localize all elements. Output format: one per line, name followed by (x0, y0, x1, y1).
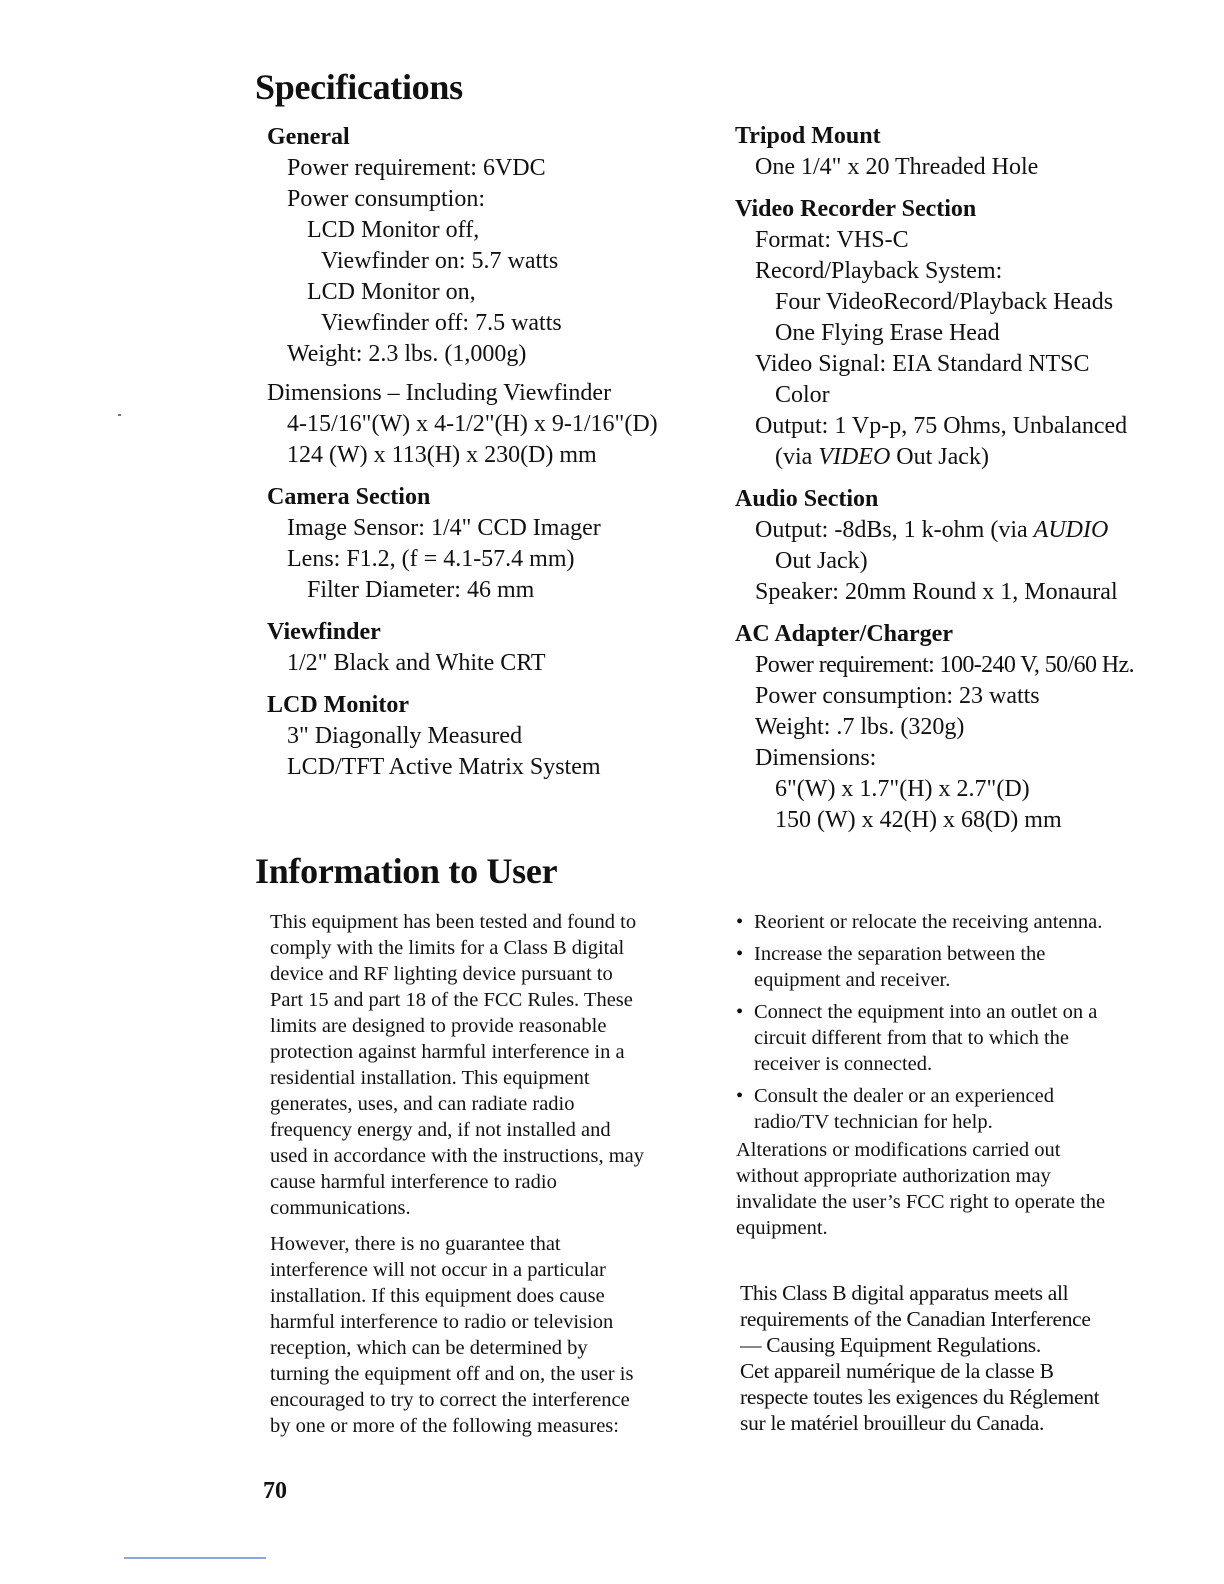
bullet-dot: • (736, 1001, 744, 1023)
scan-mark (118, 414, 121, 416)
info-left-column (270, 909, 710, 1439)
footer-rule (124, 1557, 266, 1559)
general-weight: Weight: 2.3 lbs. (1,000g) (287, 341, 527, 367)
bullet-line: radio/TV technician for help. (754, 1111, 993, 1133)
adapter-power-requirement: Power requirement: 100-240 V, 50/60 Hz. (755, 652, 1134, 678)
video-output: Output: 1 Vp-p, 75 Ohms, Unbalanced (755, 413, 1128, 439)
video-color: Color (775, 382, 830, 408)
viewfinder-crt: 1/2" Black and White CRT (287, 650, 546, 676)
info-p2-line: encouraged to try to correct the interference (270, 1389, 630, 1411)
info-p1-line: communications. (270, 1197, 411, 1219)
camera-sensor: Image Sensor: 1/4" CCD Imager (287, 515, 601, 541)
canada-fr-line: sur le matériel brouilleur du Canada. (740, 1411, 1045, 1435)
tripod-hole: One 1/4" x 20 Threaded Hole (755, 154, 1039, 180)
audio-heading: Audio Section (735, 486, 879, 512)
audio-output (735, 515, 1134, 546)
general-lcd-off: LCD Monitor off, (307, 217, 480, 243)
viewfinder-heading: Viewfinder (267, 619, 381, 645)
info-paragraph-1 (270, 909, 710, 1221)
info-p1-line: Part 15 and part 18 of the FCC Rules. These (270, 989, 633, 1011)
info-p2-line: reception, which can be determined by (270, 1337, 588, 1359)
bullet-line: circuit different from that to which the (754, 1027, 1069, 1049)
adapter-power-consumption: Power consumption: 23 watts (755, 683, 1040, 709)
info-p1-line: comply with the limits for a Class B digital (270, 937, 625, 959)
info-paragraph-2 (270, 1231, 710, 1439)
alterations-line: without appropriate authorization may (736, 1165, 1051, 1187)
bullet-line: receiver is connected. (754, 1053, 933, 1075)
specifications-title: Specifications (255, 67, 463, 107)
info-p1-line: protection against harmful interference in a (270, 1041, 625, 1063)
info-p1-line: generates, uses, and can radiate radio (270, 1093, 575, 1115)
canada-en-line: requirements of the Canadian Interference (740, 1307, 1091, 1331)
info-p1-line: frequency energy and, if not installed and (270, 1119, 611, 1141)
bullet-dot: • (736, 943, 744, 965)
info-p2-line: harmful interference to radio or television (270, 1311, 614, 1333)
info-p1-line: device and RF lighting device pursuant to (270, 963, 613, 985)
page-number: 70 (263, 1478, 287, 1504)
alterations-line: equipment. (736, 1217, 828, 1239)
info-right-column (736, 909, 1176, 1241)
info-p1-line: cause harmful interference to radio (270, 1171, 557, 1193)
canada-en-line: — Causing Equipment Regulations. (740, 1333, 1041, 1357)
tripod-heading: Tripod Mount (735, 123, 881, 149)
measure-bullet (736, 909, 1176, 935)
video-system: Record/Playback System: (755, 258, 1003, 284)
adapter-weight: Weight: .7 lbs. (320g) (755, 714, 965, 740)
general-power-consumption: Power consumption: (287, 186, 485, 212)
adapter-dimensions: Dimensions: (755, 745, 877, 771)
adapter-dimensions-inches: 6"(W) x 1.7"(H) x 2.7"(D) (775, 776, 1030, 802)
info-p1-line: used in accordance with the instructions, may (270, 1145, 645, 1167)
measure-bullet (736, 999, 1176, 1077)
video-output-jack (735, 442, 1134, 473)
adapter-heading: AC Adapter/Charger (735, 621, 953, 647)
alterations-paragraph (736, 1137, 1176, 1241)
bullet-line: equipment and receiver. (754, 969, 951, 991)
info-p1-line: limits are designed to provide reasonable (270, 1015, 607, 1037)
alterations-line: invalidate the user’s FCC right to operate the (736, 1191, 1106, 1213)
lcd-monitor-heading: LCD Monitor (267, 692, 409, 718)
info-p2-line: However, there is no guarantee that (270, 1233, 561, 1255)
audio-speaker: Speaker: 20mm Round x 1, Monaural (755, 579, 1118, 605)
video-heading: Video Recorder Section (735, 196, 977, 222)
bullet-dot: • (736, 911, 744, 933)
general-power-requirement: Power requirement: 6VDC (287, 155, 546, 181)
bullet-line: Consult the dealer or an experienced (754, 1085, 1054, 1107)
canada-notice (740, 1280, 1180, 1436)
bullet-line: Reorient or relocate the receiving antenna. (754, 911, 1103, 933)
general-heading: General (267, 124, 350, 150)
bullet-dot: • (736, 1085, 744, 1107)
video-via-em: VIDEO (818, 444, 891, 470)
dimensions-inches: 4-15/16"(W) x 4-1/2"(H) x 9-1/16"(D) (287, 411, 658, 437)
bullet-line: Increase the separation between the (754, 943, 1046, 965)
lcd-monitor-size: 3" Diagonally Measured (287, 723, 523, 749)
video-format: Format: VHS-C (755, 227, 909, 253)
video-via-pre: (via (775, 444, 819, 470)
info-p1-line: This equipment has been tested and found to (270, 911, 637, 933)
lcd-monitor-system: LCD/TFT Active Matrix System (287, 754, 601, 780)
dimensions-heading: Dimensions – Including Viewfinder (267, 380, 612, 406)
canada-en-line: This Class B digital apparatus meets all (740, 1281, 1069, 1305)
bullet-line: Connect the equipment into an outlet on a (754, 1001, 1098, 1023)
audio-output-pre: Output: -8dBs, 1 k-ohm (via (755, 517, 1034, 543)
camera-filter: Filter Diameter: 46 mm (307, 577, 535, 603)
video-via-post: Out Jack) (890, 444, 989, 470)
right-spec-column (735, 121, 1134, 836)
info-p2-line: turning the equipment off and on, the user is (270, 1363, 634, 1385)
left-spec-column (267, 122, 658, 783)
alterations-line: Alterations or modifications carried out (736, 1139, 1061, 1161)
info-p2-line: by one or more of the following measures: (270, 1415, 619, 1437)
canada-french (740, 1358, 1180, 1436)
audio-output-em: AUDIO (1033, 517, 1109, 543)
information-title: Information to User (255, 851, 558, 891)
info-p2-line: installation. If this equipment does cause (270, 1285, 605, 1307)
audio-output-jack: Out Jack) (775, 548, 868, 574)
canada-fr-line: respecte toutes les exigences du Réglement (740, 1385, 1100, 1409)
canada-english (740, 1280, 1180, 1358)
video-erase: One Flying Erase Head (775, 320, 1000, 346)
camera-lens: Lens: F1.2, (f = 4.1-57.4 mm) (287, 546, 575, 572)
canada-fr-line: Cet appareil numérique de la classe B (740, 1359, 1054, 1383)
general-viewfinder-on: Viewfinder on: 5.7 watts (321, 248, 559, 274)
video-signal: Video Signal: EIA Standard NTSC (755, 351, 1090, 377)
info-p2-line: interference will not occur in a particular (270, 1259, 606, 1281)
general-viewfinder-off: Viewfinder off: 7.5 watts (321, 310, 562, 336)
measure-bullet (736, 1083, 1176, 1135)
measure-bullet (736, 941, 1176, 993)
dimensions-mm: 124 (W) x 113(H) x 230(D) mm (287, 442, 597, 468)
adapter-dimensions-mm: 150 (W) x 42(H) x 68(D) mm (775, 807, 1062, 833)
video-heads: Four VideoRecord/Playback Heads (775, 289, 1114, 315)
camera-heading: Camera Section (267, 484, 431, 510)
general-lcd-on: LCD Monitor on, (307, 279, 476, 305)
info-p1-line: residential installation. This equipment (270, 1067, 590, 1089)
